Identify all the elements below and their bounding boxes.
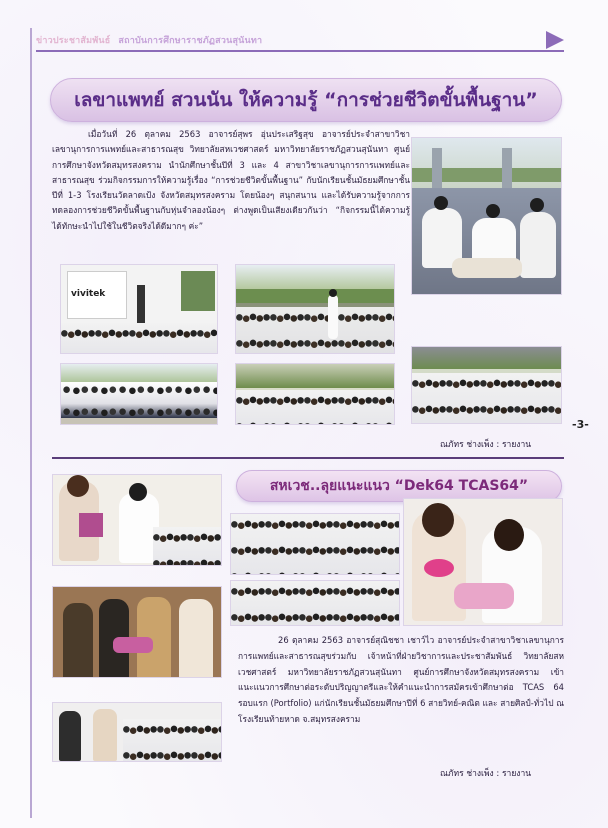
photo-classroom-rows	[230, 580, 400, 626]
newsletter-header	[36, 30, 564, 52]
page-number: -3-	[572, 418, 589, 431]
photo-students-seated	[52, 702, 222, 762]
photo-classroom-projector	[60, 264, 218, 354]
section-divider	[52, 457, 564, 459]
photo-group-standing	[60, 363, 218, 425]
photo-students-classroom	[230, 513, 400, 575]
article1-body	[52, 127, 410, 234]
photo-teachers-group	[52, 586, 222, 678]
article2-credit: ณภัทร ช่างเพ็ง : รายงาน	[440, 769, 532, 779]
left-frame-line	[30, 28, 32, 818]
photo-seated-crowd	[235, 363, 395, 425]
photo-student-with-prop	[403, 498, 563, 626]
photo-group-under-roof	[411, 346, 562, 424]
header-left-text: ข่าวประชาสัมพันธ์	[36, 36, 111, 46]
article1-credit: ณภัทร ช่างเพ็ง : รายงาน	[440, 440, 532, 450]
projector-brand-label: vivitek	[71, 289, 106, 299]
article2-title: สหเวช..ลุยแนะแนว “Dek64 TCAS64”	[269, 478, 529, 494]
header-right-text: สถาบันการศึกษาราชภัฏสวนสุนันทา	[118, 36, 263, 46]
article1-paragraph: เมื่อวันที่ 26 ตุลาคม 2563 อาจารย์สุพร อุ่นประเสริฐสุข อาจารย์ประจำสาขาวิชาเลขานุการการแพทย์และสาธารณสุข วิทยาลัยสหเวชศาสตร์ มหาวิทยาลัยราชภัฏสวนสุนันทา ศูนย์การศึกษาจังหวัดสมุทรสงคราม นำนักศึกษาชั้นปีที่ 3 และ 4 สาขาวิชาเลขานุการการแพทย์และสาธารณสุข ร่วมกิจกรรมการให้ความรู้เรื่อง “การช่วยชีวิตขั้นพื้นฐาน” กับนักเรียนชั้นมัธยมศึกษาชั้นปีที่ 1-3 โรงเรียนวัดลาดเป้ง จังหวัดสมุทรสงคราม โดยน้องๆ สนุกสนาน และได้รับความรู้จากการทดลองการช่วยชีวิตขั้นพื้นฐานกับหุ่นจำลองน้องๆ ต่างพูดเป็นเสียงเดียวกันว่า “กิจกรรมนี้ได้ความรู้ ได้ทักษะนำไปใช้ในชีวิตจริงได้ดีมากๆ ค่ะ”	[52, 129, 410, 231]
article2-body	[238, 633, 564, 728]
photo-cpr-training	[411, 137, 562, 295]
article1-title-banner	[50, 78, 562, 122]
photo-outdoor-lecture	[235, 264, 395, 354]
photo-guidance-presenter	[52, 474, 222, 566]
article1-title: เลขาแพทย์ สวนนัน ให้ความรู้ “การช่วยชีวิตขั้นพื้นฐาน”	[74, 89, 538, 111]
article2-paragraph: 26 ตุลาคม 2563 อาจารย์สุณิชชา เชาว์ไว อาจารย์ประจำสาขาวิชาเลขานุการการแพทย์และสาธารณสุขร่วมกับ เจ้าหน้าที่ฝ่ายวิชาการและประชาสัมพันธ์ วิทยาลัยสหเวชศาสตร์ มหาวิทยาลัยราชภัฏสวนสุนันทา ศูนย์การศึกษาจังหวัดสมุทรสงคราม เข้าแนะแนวการศึกษาต่อระดับปริญญาตรีและให้คำแนะนำการสมัครเข้าศึกษาต่อ TCAS 64 รอบแรก (Portfolio) แก่นักเรียนชั้นมัธยมศึกษาปีที่ 6 สายวิทย์-คณิต และ สายศิลป์-ทั่วไป ณ โรงเรียนท้ายหาด จ.สมุทรสงคราม	[238, 635, 564, 724]
